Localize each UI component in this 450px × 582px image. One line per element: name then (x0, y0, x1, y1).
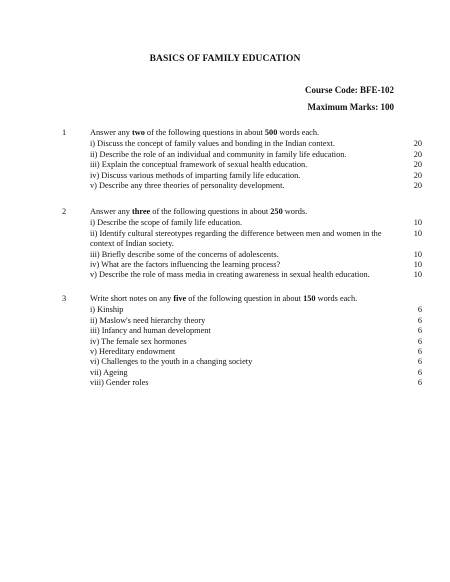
question-item-list (90, 305, 422, 388)
word-count: 500 (264, 128, 278, 137)
question-item: v) Describe any three theories of personality development. 20 (90, 181, 422, 191)
course-code: Course Code: BFE-102 (305, 85, 394, 95)
question-item: vi) Challenges to the youth in a changing society 6 (90, 357, 422, 367)
question-body (90, 128, 422, 191)
item-marks: 10 (413, 249, 422, 259)
question-body (90, 207, 422, 281)
item-marks: 20 (413, 160, 422, 170)
item-marks: 20 (413, 181, 422, 191)
question-number: 1 (62, 128, 67, 137)
item-marks: 6 (417, 315, 422, 325)
question-item: iv) What are the factors influencing the learning process? 10 (90, 260, 422, 270)
question-instruction: Write short notes on any five of the following question in about 150 words each. (90, 294, 358, 303)
item-marks: 6 (417, 357, 422, 367)
question-number: 3 (62, 294, 67, 303)
question-item: i) Kinship 6 (90, 305, 422, 315)
question-instruction: Answer any two of the following questions in about 500 words each. (90, 128, 320, 137)
answer-count: five (173, 294, 187, 303)
item-marks: 6 (417, 378, 422, 388)
item-marks: 20 (413, 170, 422, 180)
question-item: ii) Identify cultural stereotypes regarding the difference between men and women in the context of Indian society. 10 (90, 228, 422, 249)
question-item: iii) Infancy and human development 6 (90, 326, 422, 336)
question-item: viii) Gender roles 6 (90, 378, 422, 388)
item-marks: 10 (413, 228, 422, 238)
item-marks: 6 (417, 336, 422, 346)
item-marks: 10 (413, 260, 422, 270)
question-item: v) Hereditary endowment 6 (90, 347, 422, 357)
question-item: vii) Ageing 6 (90, 367, 422, 377)
item-marks: 10 (413, 218, 422, 228)
question-item: ii) Maslow's need hierarchy theory 6 (90, 315, 422, 325)
item-marks: 20 (413, 139, 422, 149)
item-marks: 6 (417, 367, 422, 377)
question-item-list (90, 218, 422, 280)
question-item-list (90, 139, 422, 191)
item-marks: 6 (417, 347, 422, 357)
question-item: v) Describe the role of mass media in creating awareness in sexual health education. 10 (90, 270, 422, 280)
question-item: iii) Briefly describe some of the concerns of adolescents. 10 (90, 249, 422, 259)
item-marks: 6 (417, 326, 422, 336)
question-instruction: Answer any three of the following questions in about 250 words. (90, 207, 308, 216)
question-item: iv) The female sex hormones 6 (90, 336, 422, 346)
item-marks: 10 (413, 270, 422, 280)
item-marks: 6 (417, 305, 422, 315)
question-body (90, 294, 422, 389)
word-count: 250 (270, 207, 283, 216)
maximum-marks: Maximum Marks: 100 (307, 102, 394, 112)
question-item: iii) Explain the conceptual framework of sexual health education. 20 (90, 160, 422, 170)
question-item: iv) Discuss various methods of imparting family life education. 20 (90, 170, 422, 180)
paper-title: BASICS OF FAMILY EDUCATION (149, 54, 301, 64)
question-item: ii) Describe the role of an individual and community in family life education. 20 (90, 149, 422, 159)
question-item: i) Describe the scope of family life education. 10 (90, 218, 422, 228)
item-marks: 20 (413, 149, 422, 159)
answer-count: three (131, 207, 151, 216)
word-count: 150 (303, 294, 316, 303)
answer-count: two (131, 128, 145, 137)
question-item: i) Discuss the concept of family values and bonding in the Indian context. 20 (90, 139, 422, 149)
question-number: 2 (62, 207, 67, 216)
